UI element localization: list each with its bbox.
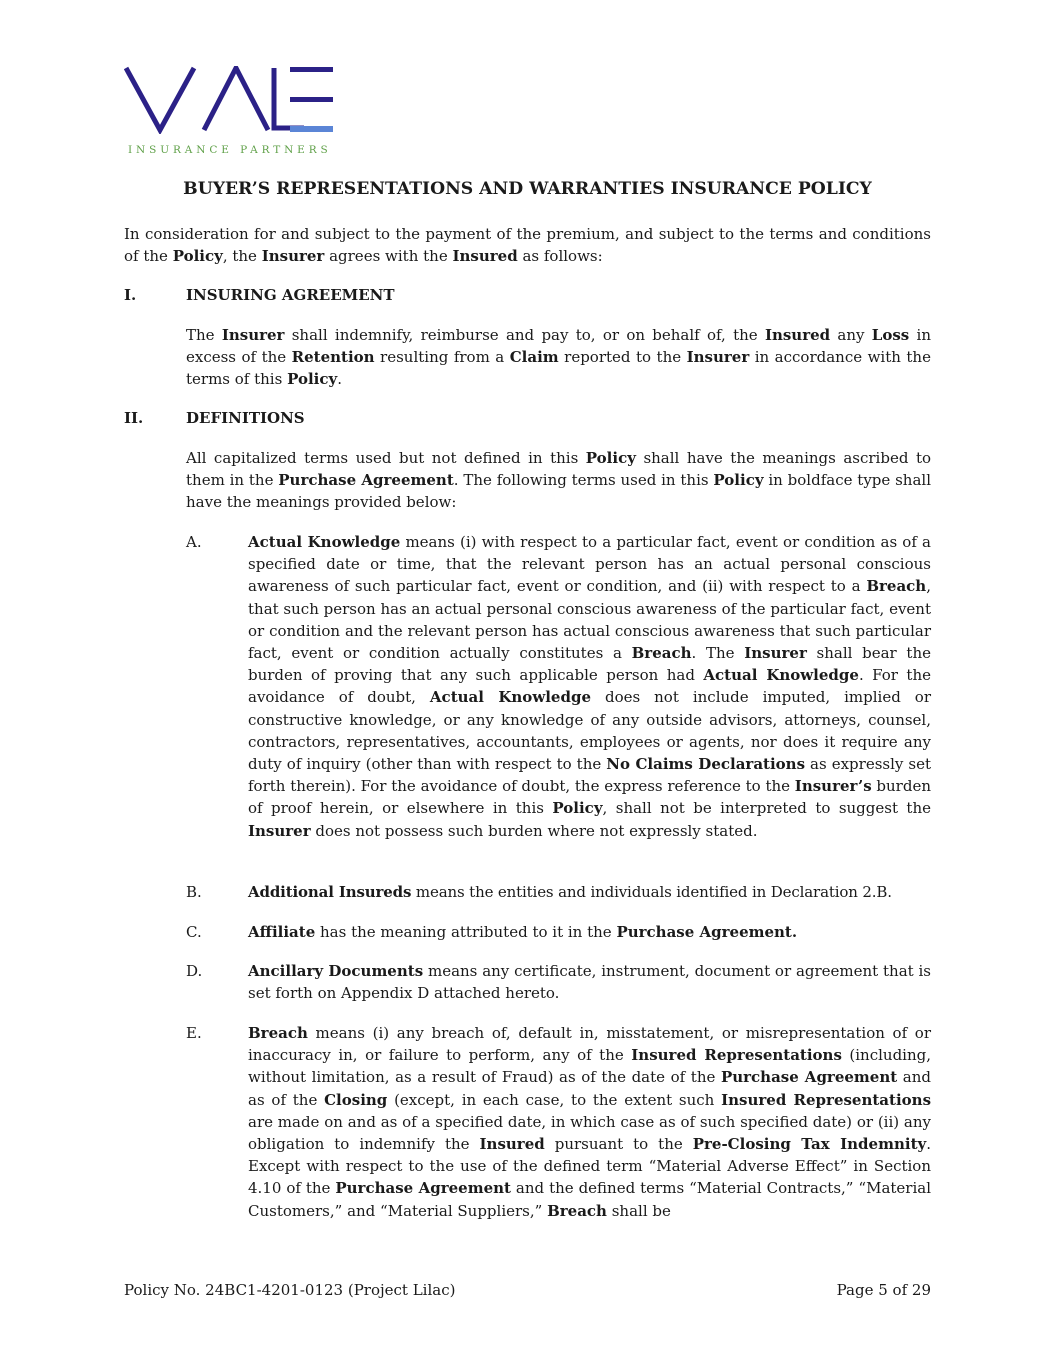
definition-letter: B. <box>186 883 202 901</box>
definition-letter: E. <box>186 1024 202 1042</box>
definition-letter: D. <box>186 962 203 980</box>
vale-logo-mark <box>124 66 336 134</box>
footer-page-number: Page 5 of 29 <box>836 1281 931 1299</box>
definition-letter: C. <box>186 923 202 941</box>
definition-item: Affiliate has the meaning attributed to it in the Purchase Agreement. <box>248 923 798 941</box>
logo-subtitle: INSURANCE PARTNERS <box>128 144 332 156</box>
footer-policy-number: Policy No. 24BC1-4201-0123 (Project Lilac) <box>124 1281 456 1299</box>
section-body: The Insurer shall indemnify, reimburse and pay to, or on behalf of, the Insured any Loss in excess of the Retention resulting from a Claim reported to the Insurer in accordance with the terms of this Policy. <box>186 326 931 389</box>
section-number: II. <box>124 409 144 427</box>
definition-letter: A. <box>186 533 202 551</box>
definition-item: Ancillary Documents means any certificate, instrument, document or agreement that is set forth on Appendix D attached hereto. <box>248 962 932 1003</box>
definition-item: Additional Insureds means the entities and individuals identified in Declaration 2.B. <box>248 883 892 901</box>
section-body: All capitalized terms used but not defined in this Policy shall have the meanings ascribed to them in the Purchase Agreement. The following terms used in this Policy in boldface type shall have the meanings provided below: <box>186 449 932 512</box>
definition-item: Breach means (i) any breach of, default in, misstatement, or misrepresentation of or inaccuracy in, or failure to perform, any of the Insured Representations (including, without limitation, as a result of Fraud) as of the date of the Purchase Agreement and as of the Closing (except, in each case, to the extent such Insured Representations are made on and as of a specified date, in which case as of such specified date) or (ii) any obligation to indemnify the Insured pursuant to the Pre-Closing Tax Indemnity. Except with respect to the use of the defined term “Material Adverse Effect” in Section 4.10 of the Purchase Agreement and the defined terms “Material Contracts,” “Material Customers,” and “Material Suppliers,” Breach shall be <box>248 1024 932 1220</box>
section-heading: INSURING AGREEMENT <box>186 286 395 304</box>
definition-item: Actual Knowledge means (i) with respect to a particular fact, event or condition as of a specified date or time, that the relevant person has an actual personal conscious awareness of such particular fact, event or condition, and (ii) with respect to a Breach, that such person has an actual personal conscious awareness of the particular fact, event or condition and the relevant person has actual conscious awareness that such particular fact, event or condition actually constitutes a Breach. The Insurer shall bear the burden of proving that any such applicable person had Actual Knowledge. For the avoidance of doubt, Actual Knowledge does not include imputed, implied or constructive knowledge, or any knowledge of any outside advisors, attorneys, counsel, contractors, representatives, accountants, employees or agents, nor does it require any duty of inquiry (other than with respect to the No Claims Declarations as expressly set forth therein). For the avoidance of doubt, the express reference to the Insurer’s burden of proof herein, or elsewhere in this Policy, shall not be interpreted to suggest the Insurer does not possess such burden where not expressly stated. <box>248 533 932 840</box>
page-title: BUYER’S REPRESENTATIONS AND WARRANTIES INSURANCE POLICY <box>183 179 872 199</box>
section-number: I. <box>124 286 137 304</box>
vale-logo <box>124 66 339 158</box>
intro-paragraph: In consideration for and subject to the payment of the premium, and subject to the terms and conditions of the Policy, the Insurer agrees with the Insured as follows: <box>124 225 931 266</box>
section-heading: DEFINITIONS <box>186 409 305 427</box>
